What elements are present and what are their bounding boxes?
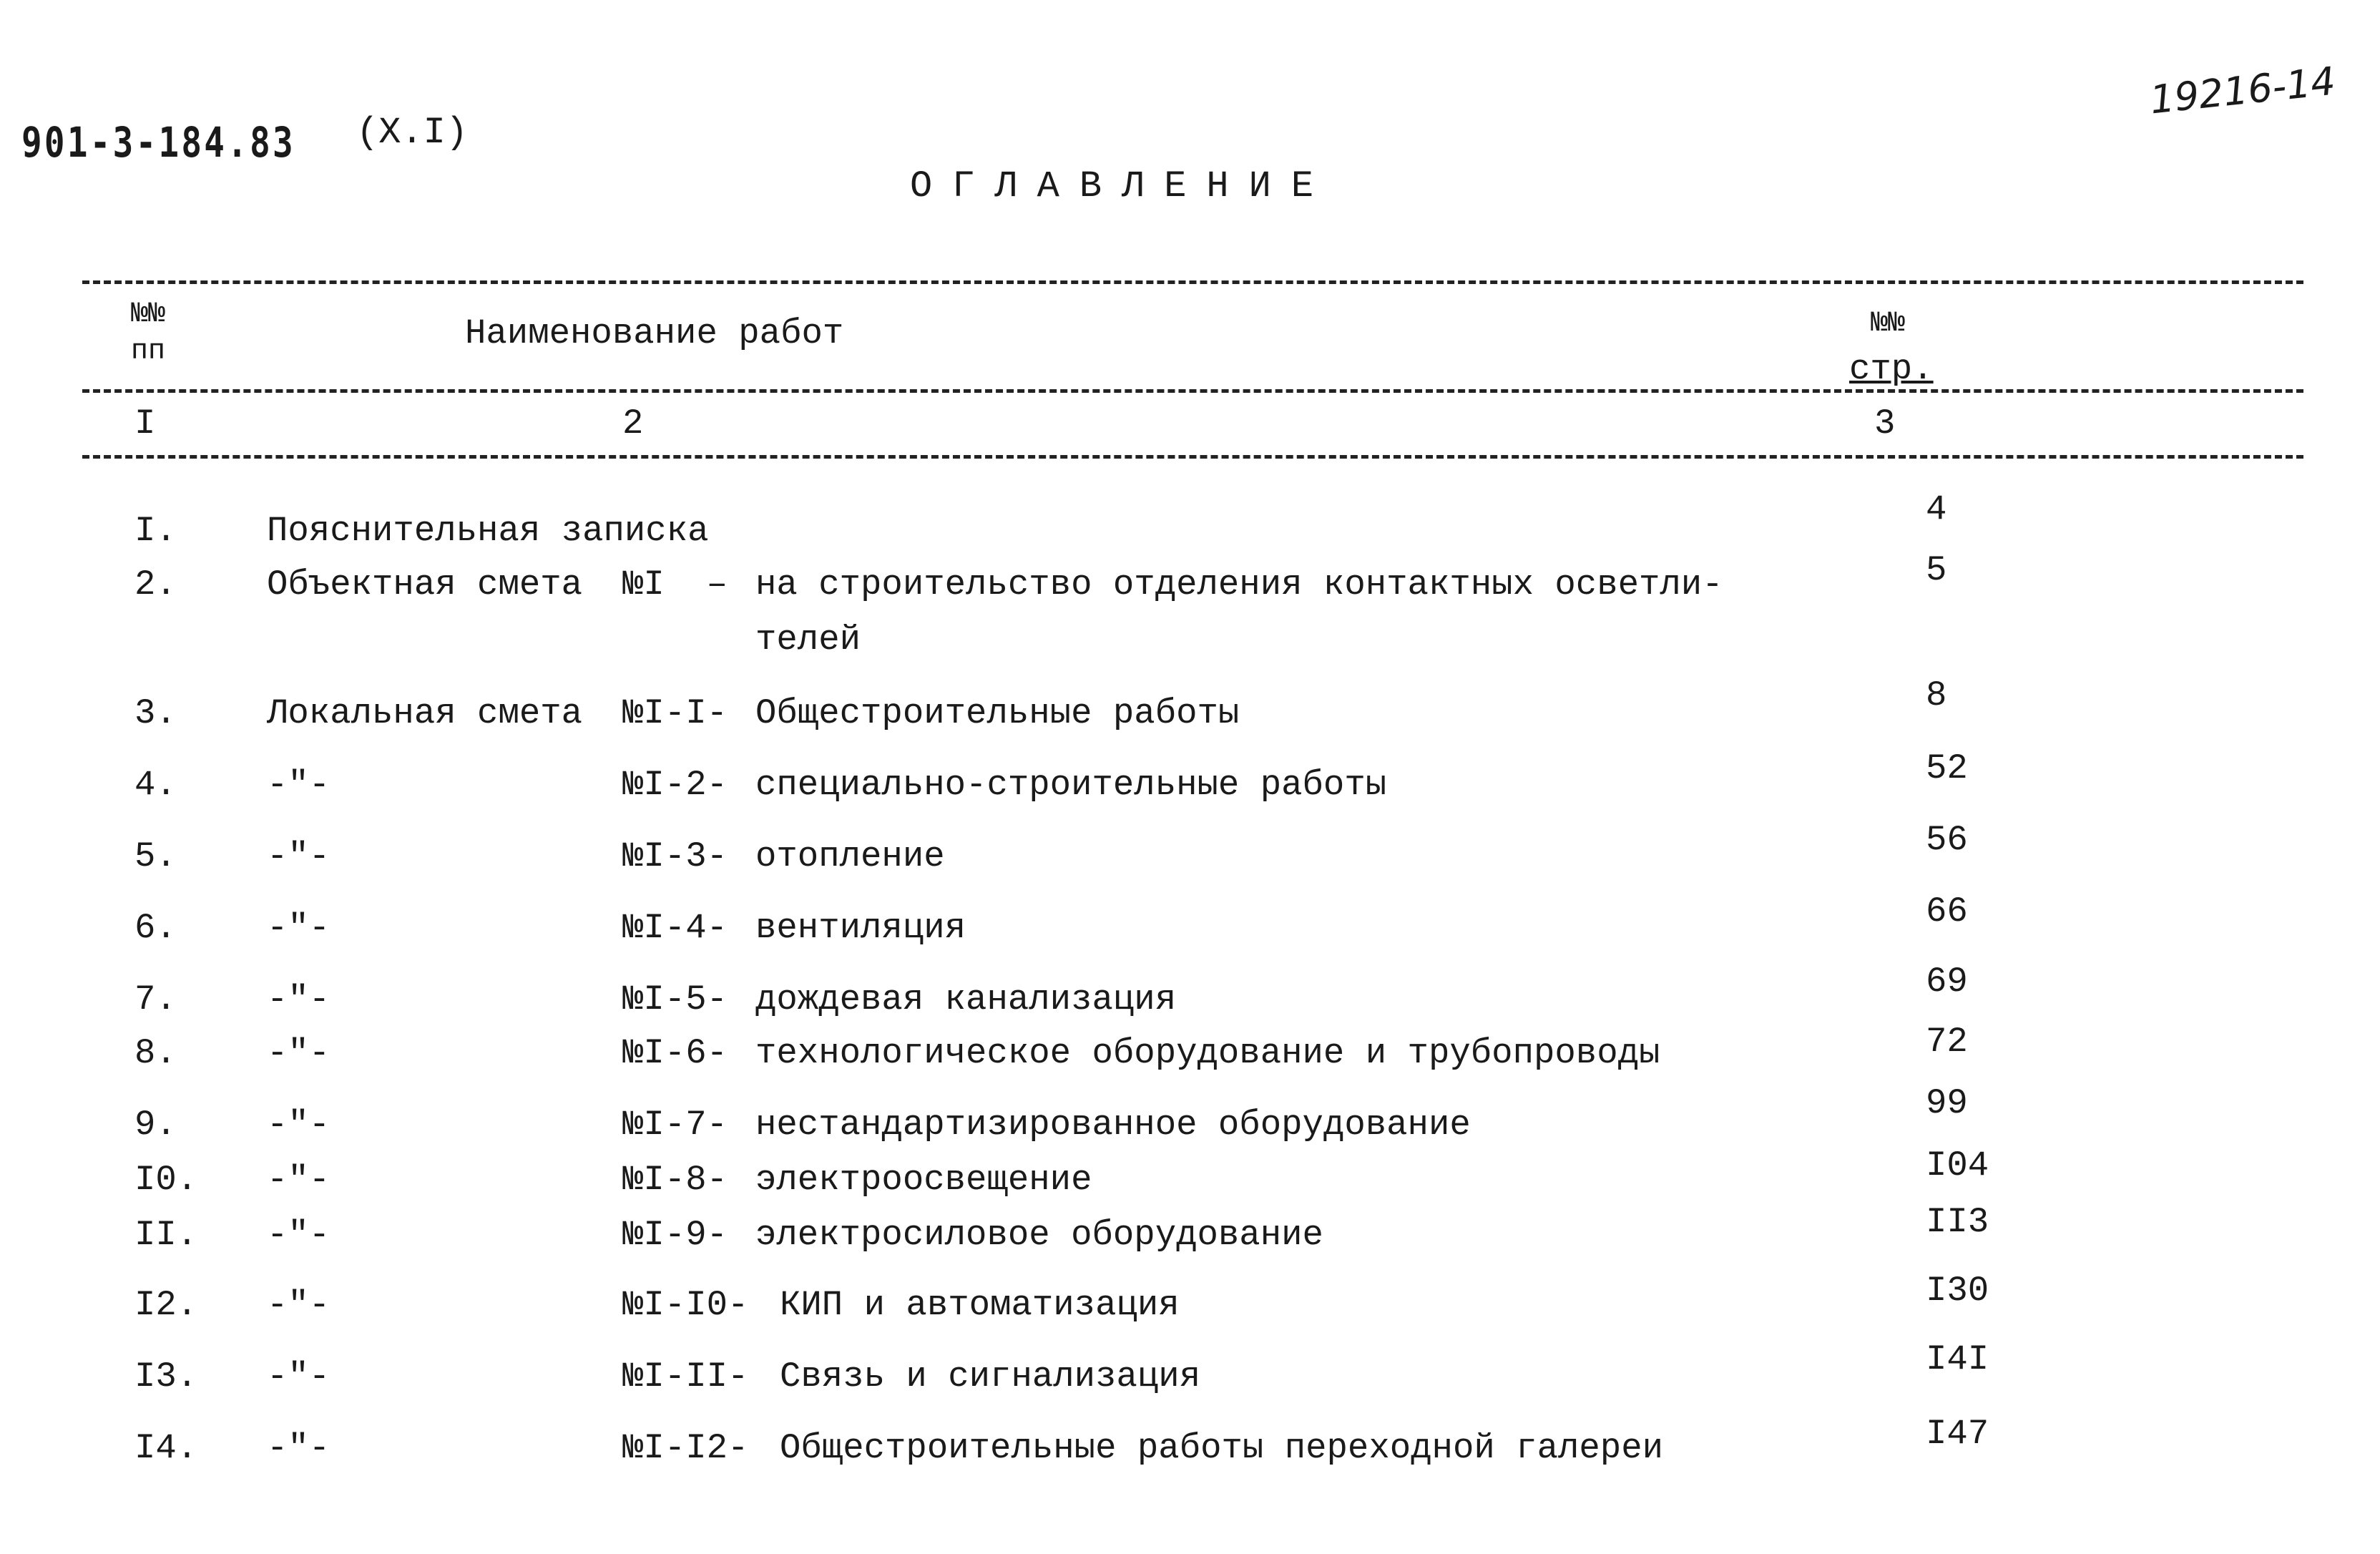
row-page-number: I04 (1926, 1145, 1989, 1186)
row-page-number: 4 (1926, 489, 1947, 529)
row-document-type: -"- (267, 1105, 330, 1145)
row-number: II. (134, 1215, 198, 1255)
row-work-name: Общестроительные работы (755, 693, 1240, 733)
column-number-2: 2 (622, 404, 644, 444)
row-number: 6. (134, 908, 177, 948)
row-work-name: отопление (755, 836, 945, 876)
row-document-type: Пояснительная записка (267, 511, 709, 551)
row-estimate-code: №I-I- (622, 693, 728, 733)
row-page-number: II3 (1926, 1202, 1989, 1242)
row-number: I0. (134, 1160, 198, 1200)
row-estimate-code: №I-3- (622, 836, 728, 876)
header-num-label-2: пп (131, 336, 166, 368)
row-page-number: 5 (1926, 550, 1947, 590)
row-document-type: Локальная смета (267, 693, 583, 733)
row-document-type: -"- (267, 979, 330, 1020)
header-page-label-2: стр. (1849, 349, 1934, 389)
row-work-name: дождевая канализация (755, 979, 1177, 1020)
divider (82, 280, 2303, 284)
row-number: 9. (134, 1105, 177, 1145)
row-page-number: 8 (1926, 675, 1947, 715)
row-number: I2. (134, 1285, 198, 1325)
handwritten-number: 19216-14 (2148, 58, 2338, 123)
row-work-name-continued: телей (755, 620, 861, 660)
row-estimate-code: №I-2- (622, 765, 728, 805)
header-name-label: Наименование работ (465, 313, 844, 353)
row-page-number: 69 (1926, 962, 1968, 1002)
row-estimate-code: №I-9- (622, 1215, 728, 1255)
row-estimate-code: №I-8- (622, 1160, 728, 1200)
row-work-name: технологическое оборудование и трубопроводы (755, 1033, 1660, 1073)
row-page-number: 66 (1926, 891, 1968, 932)
row-number: 5. (134, 836, 177, 876)
row-document-type: -"- (267, 1428, 330, 1468)
row-page-number: 72 (1926, 1022, 1968, 1062)
row-number: I. (134, 511, 177, 551)
row-number: 8. (134, 1033, 177, 1073)
row-page-number: I47 (1926, 1414, 1989, 1454)
row-document-type: -"- (267, 1215, 330, 1255)
row-number: I3. (134, 1357, 198, 1397)
row-work-name: специально-строительные работы (755, 765, 1387, 805)
divider (82, 455, 2303, 459)
row-page-number: I30 (1926, 1271, 1989, 1311)
divider (82, 389, 2303, 393)
row-estimate-code: №I-II- (622, 1357, 749, 1397)
row-estimate-code: №I – (622, 565, 728, 605)
row-number: 4. (134, 765, 177, 805)
row-number: 3. (134, 693, 177, 733)
row-document-type: -"- (267, 1285, 330, 1325)
row-estimate-code: №I-4- (622, 908, 728, 948)
row-work-name: электросиловое оборудование (755, 1215, 1323, 1255)
row-estimate-code: №I-6- (622, 1033, 728, 1073)
section-code: (X.I) (356, 112, 469, 154)
row-page-number: 52 (1926, 748, 1968, 788)
row-estimate-code: №I-I0- (622, 1285, 749, 1325)
row-number: I4. (134, 1428, 198, 1468)
page-title: ОГЛАВЛЕНИЕ (910, 165, 1334, 207)
row-estimate-code: №I-I2- (622, 1428, 749, 1468)
row-number: 2. (134, 565, 177, 605)
row-work-name: Общестроительные работы переходной галереи (780, 1428, 1664, 1468)
header-page-label: №№ (1871, 308, 1906, 340)
header-num-label: №№ (131, 298, 166, 331)
row-document-type: -"- (267, 1033, 330, 1073)
row-number: 7. (134, 979, 177, 1020)
row-work-name: КИП и автоматизация (780, 1285, 1180, 1325)
row-page-number: I4I (1926, 1339, 1989, 1379)
row-work-name: нестандартизированное оборудование (755, 1105, 1471, 1145)
row-document-type: -"- (267, 836, 330, 876)
row-page-number: 56 (1926, 820, 1968, 860)
row-document-type: -"- (267, 908, 330, 948)
row-work-name: вентиляция (755, 908, 966, 948)
row-estimate-code: №I-7- (622, 1105, 728, 1145)
row-page-number: 99 (1926, 1083, 1968, 1123)
row-work-name: электроосвещение (755, 1160, 1092, 1200)
row-work-name: Связь и сигнализация (780, 1357, 1201, 1397)
row-estimate-code: №I-5- (622, 979, 728, 1020)
row-document-type: -"- (267, 1357, 330, 1397)
column-number-3: 3 (1874, 404, 1896, 444)
row-work-name: на строительство отделения контактных осветли- (755, 565, 1723, 605)
row-document-type: -"- (267, 765, 330, 805)
column-number-1: I (134, 404, 156, 444)
document-code: 901-3-184.83 (21, 118, 295, 167)
row-document-type: Объектная смета (267, 565, 583, 605)
row-document-type: -"- (267, 1160, 330, 1200)
